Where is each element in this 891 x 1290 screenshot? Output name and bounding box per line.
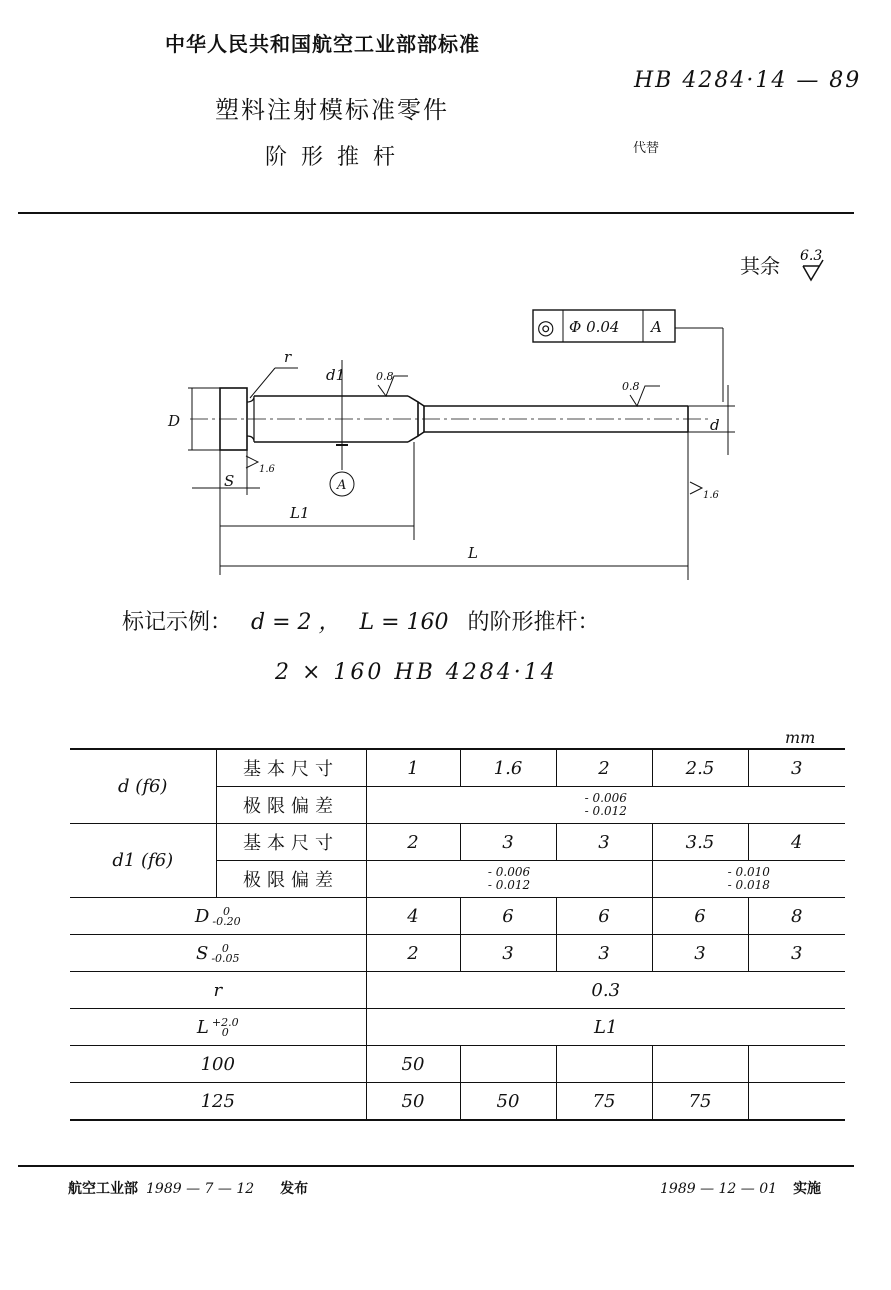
- issue-date: 1989 — 7 — 12: [146, 1181, 255, 1197]
- table-cell: 3: [556, 824, 652, 861]
- table-cell: 100: [70, 1046, 366, 1083]
- table-cell: 3: [460, 824, 556, 861]
- D-tol: [212, 904, 241, 928]
- dim-label-r: r: [284, 348, 292, 366]
- table-cell: 3: [748, 935, 845, 972]
- dimension-table: [70, 748, 845, 1121]
- footer-implement: [660, 1178, 821, 1198]
- dim-label-D: D: [168, 412, 181, 430]
- impl-label: 实施: [793, 1181, 822, 1197]
- table-cell: 2: [556, 749, 652, 787]
- d-deviation: [366, 787, 845, 824]
- dim-label-L: L: [468, 544, 478, 562]
- roughness-fine-2: 0.8: [622, 380, 640, 393]
- roughness-rest-label: 其余: [740, 254, 780, 278]
- r-name: r: [70, 972, 366, 1009]
- table-row: [70, 972, 845, 1009]
- table-cell: 3.5: [652, 824, 748, 861]
- D-name: D: [194, 905, 210, 927]
- L-name: L: [196, 1016, 209, 1038]
- L-name-cell: [70, 1009, 366, 1046]
- issuer: 航空工业部: [68, 1181, 138, 1197]
- title-line2: 阶形推杆: [265, 145, 410, 170]
- footer-issue: [68, 1178, 308, 1198]
- roughness-fine-1: 0.8: [376, 370, 394, 383]
- stepped-ejector-pin-drawing: [150, 290, 770, 590]
- table-cell: 50: [460, 1083, 556, 1121]
- table-cell: 3: [460, 935, 556, 972]
- marking-example: [122, 605, 612, 636]
- header-rule: [18, 212, 854, 214]
- table-cell: 50: [366, 1046, 460, 1083]
- table-cell: 3: [652, 935, 748, 972]
- title-line1: 塑料注射模标准零件: [215, 96, 449, 124]
- table-cell: [748, 1046, 845, 1083]
- dim-label-L1: L1: [290, 504, 310, 522]
- table-cell: [652, 1046, 748, 1083]
- D-tol-lower: -0.20: [212, 914, 241, 928]
- table-cell: [460, 1046, 556, 1083]
- example-L: L = 160: [359, 610, 449, 635]
- table-row: [70, 1046, 845, 1083]
- S-name: S: [195, 942, 209, 964]
- L1-header: L1: [366, 1009, 845, 1046]
- roughness-icon: [797, 246, 837, 286]
- table-cell: 6: [652, 898, 748, 935]
- S-tol-upper: 0: [221, 941, 229, 955]
- table-cell: 8: [748, 898, 845, 935]
- r-value: 0.3: [366, 972, 845, 1009]
- L-tol-lower: 0: [221, 1025, 229, 1039]
- impl-date: 1989 — 12 — 01: [660, 1181, 778, 1197]
- L-tol-upper: +2.0: [211, 1015, 239, 1029]
- d-name: d (f6): [70, 749, 216, 824]
- table-row: [70, 935, 845, 972]
- d1-dev-label: 极限偏差: [216, 861, 366, 898]
- tolerance-value: Φ 0.04: [569, 318, 620, 336]
- d1-dev-b-upper: - 0.010: [727, 865, 770, 879]
- tolerance-datum: A: [651, 318, 662, 336]
- D-tol-upper: 0: [222, 904, 230, 918]
- table-row: [70, 898, 845, 935]
- D-name-cell: [70, 898, 366, 935]
- table-cell: [556, 1046, 652, 1083]
- d1-dev-a-upper: - 0.006: [487, 865, 531, 879]
- footer-rule: [18, 1165, 854, 1167]
- dim-label-d: d: [710, 416, 720, 434]
- d-basic-label: 基本尺寸: [216, 749, 366, 787]
- concentricity-icon: ◎: [537, 315, 555, 339]
- issuing-org: 中华人民共和国航空工业部部标准: [165, 32, 480, 56]
- table-cell: 2: [366, 824, 460, 861]
- d1-dev-b-lower: - 0.018: [727, 878, 770, 892]
- table-cell: 6: [460, 898, 556, 935]
- d-dev-lower: - 0.012: [584, 804, 627, 818]
- table-cell: 6: [556, 898, 652, 935]
- table-cell: 4: [366, 898, 460, 935]
- table-cell: 4: [748, 824, 845, 861]
- table-cell: 50: [366, 1083, 460, 1121]
- table-row: [70, 749, 845, 787]
- standard-number: HB 4284·14 — 89: [634, 68, 862, 93]
- example-label: 标记示例：: [122, 610, 233, 635]
- replaces-label: 代替: [633, 141, 660, 156]
- d-dev-upper: - 0.006: [584, 791, 627, 805]
- dim-label-S: S: [224, 472, 235, 490]
- table-cell: 3: [556, 935, 652, 972]
- datum-circle-label: A: [337, 478, 347, 493]
- roughness-rest-value: 6.3: [800, 248, 823, 264]
- L-tol: [211, 1015, 239, 1039]
- table-cell: [748, 1083, 845, 1121]
- table-cell: 3: [748, 749, 845, 787]
- table-row: [70, 824, 845, 861]
- d1-deviation-a: [366, 861, 652, 898]
- d1-basic-label: 基本尺寸: [216, 824, 366, 861]
- table-cell: 2.5: [652, 749, 748, 787]
- table-cell: 75: [556, 1083, 652, 1121]
- d-dev-label: 极限偏差: [216, 787, 366, 824]
- table-row: [70, 1083, 845, 1121]
- example-d: d = 2 ，: [251, 610, 341, 635]
- table-cell: 1.6: [460, 749, 556, 787]
- unit-label: mm: [785, 728, 816, 747]
- d1-name: d1 (f6): [70, 824, 216, 898]
- d1-deviation-b: [652, 861, 845, 898]
- roughness-face-1: 1.6: [259, 464, 275, 475]
- S-name-cell: [70, 935, 366, 972]
- table-cell: 1: [366, 749, 460, 787]
- S-tol: [211, 941, 240, 965]
- S-tol-lower: -0.05: [211, 951, 240, 965]
- d1-dev-a-lower: - 0.012: [487, 878, 531, 892]
- example-desc: 的阶形推杆：: [467, 610, 600, 635]
- table-cell: 125: [70, 1083, 366, 1121]
- table-cell: 2: [366, 935, 460, 972]
- table-row: [70, 1009, 845, 1046]
- issue-label: 发布: [280, 1181, 309, 1197]
- table-cell: 75: [652, 1083, 748, 1121]
- example-code: 2 × 160 HB 4284·14: [275, 660, 558, 685]
- roughness-face-2: 1.6: [703, 490, 719, 501]
- dim-label-d1: d1: [326, 366, 346, 384]
